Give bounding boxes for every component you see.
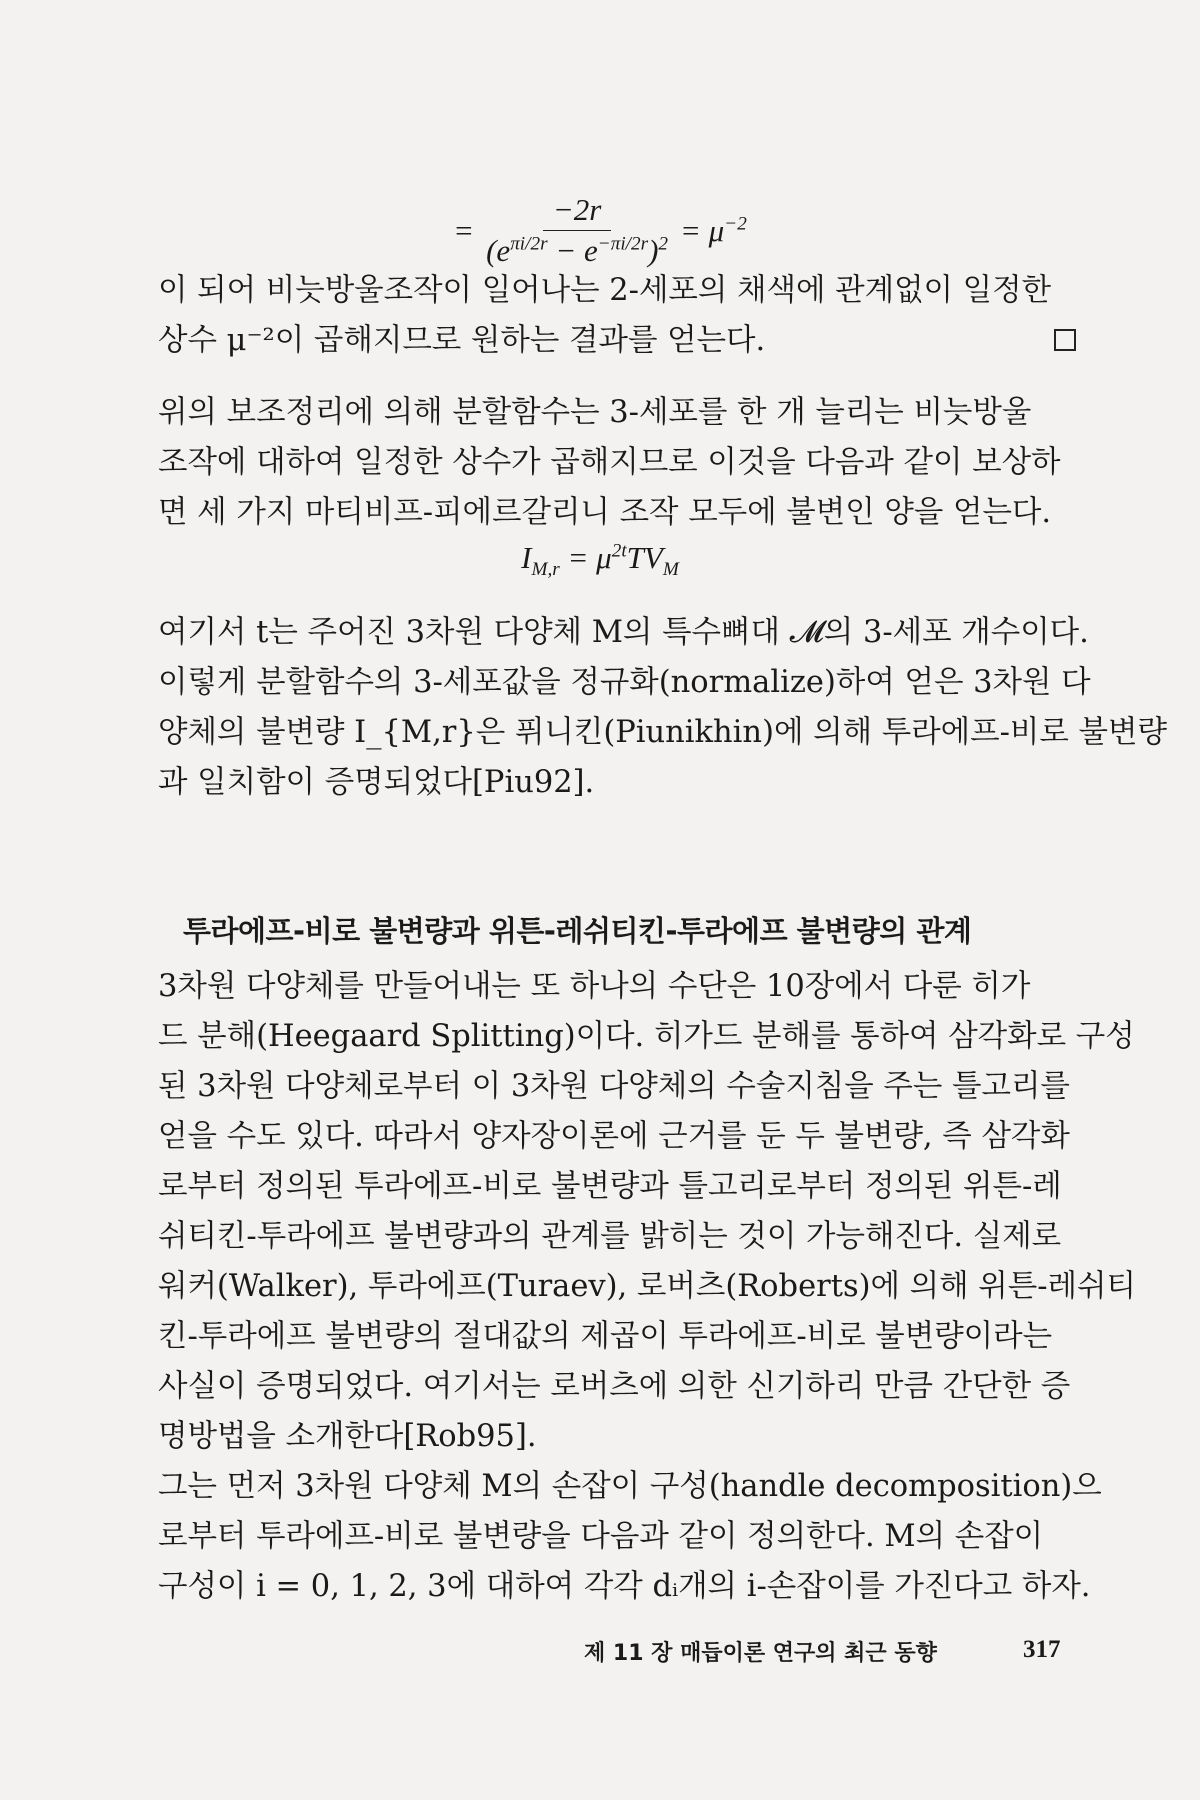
text-line: 로부터 정의된 투라에프-비로 불변량과 틀고리로부터 정의된 위튼-레 bbox=[158, 1169, 1062, 1204]
text-line: 면 세 가지 마티비프-피에르갈리니 조작 모두에 불변인 양을 얻는다. bbox=[158, 495, 1052, 530]
eq-fraction bbox=[480, 192, 674, 269]
text-line: 그는 먼저 3차원 다양체 M의 손잡이 구성(handle decomposition)으 bbox=[158, 1469, 1102, 1504]
text-line: 킨-투라에프 불변량의 절대값의 제곱이 투라에프-비로 불변량이라는 bbox=[158, 1319, 1053, 1354]
eq-numerator: −2r bbox=[543, 192, 611, 231]
page-number: 317 bbox=[1023, 1636, 1061, 1663]
text-line: 얻을 수도 있다. 따라서 양자장이론에 근거를 둔 두 불변량, 즉 삼각화 bbox=[158, 1119, 1070, 1154]
equation-mu-inverse-square bbox=[0, 192, 1200, 269]
text-line: 이 되어 비늣방울조작이 일어나는 2-세포의 채색에 관계없이 일정한 bbox=[158, 273, 1052, 308]
section-heading: 투라에프-비로 불변량과 위튼-레쉬티킨-투라에프 불변량의 관계 bbox=[183, 914, 972, 948]
text-line: 드 분해(Heegaard Splitting)이다. 히가드 분해를 통하여 삼각화로 구성 bbox=[158, 1019, 1135, 1054]
text-line: 상수 μ⁻²이 곱해지므로 원하는 결과를 얻는다. bbox=[158, 323, 766, 358]
text-line: 위의 보조정리에 의해 분할함수는 3-세포를 한 개 늘리는 비늣방울 bbox=[158, 395, 1032, 430]
paragraph-4 bbox=[158, 962, 1136, 1462]
text-line: 사실이 증명되었다. 여기서는 로버츠에 의한 신기하리 만큼 간단한 증 bbox=[158, 1369, 1071, 1404]
text-line: 쉬티킨-투라에프 불변량과의 관계를 밝히는 것이 가능해진다. 실제로 bbox=[158, 1219, 1062, 1254]
paragraph-2 bbox=[158, 388, 1078, 538]
paragraph-3 bbox=[158, 608, 1167, 808]
eq-rhs: = $\mu^{-2}$ bbox=[680, 212, 747, 248]
text-line: 여기서 t는 주어진 3차원 다양체 M의 특수뼈대 𝓜의 3-세포 개수이다. bbox=[158, 615, 1089, 650]
equation-invariant: $I_{M,r} = \mu^{2t}TV_M$ bbox=[521, 540, 679, 581]
text-line: 3차원 다양체를 만들어내는 또 하나의 수단은 10장에서 다룬 히가 bbox=[158, 969, 1031, 1004]
eq-denominator: $(e^{\pi i/2r} - e^{-\pi i/2r})^2$ bbox=[486, 233, 669, 268]
text-line: 양체의 불변량 I_{M,r}은 퓌니킨(Piunikhin)에 의해 투라에프-비로 불변량 bbox=[158, 715, 1167, 750]
text-line: 과 일치함이 증명되었다[Piu92]. bbox=[158, 765, 595, 800]
text-line: 된 3차원 다양체로부터 이 3차원 다양체의 수술지침을 주는 틀고리를 bbox=[158, 1069, 1070, 1104]
eq-lhs: = bbox=[453, 212, 475, 248]
paragraph-1 bbox=[158, 266, 1078, 366]
text-line: 이렇게 분할함수의 3-세포값을 정규화(normalize)하여 얻은 3차원 다 bbox=[158, 665, 1091, 700]
running-footer-chapter: 제 11 장 매듭이론 연구의 최근 동향 bbox=[584, 1641, 937, 1666]
text-line: 구성이 i = 0, 1, 2, 3에 대하여 각각 dᵢ개의 i-손잡이를 가진다고 하자. bbox=[158, 1569, 1091, 1604]
text-line: 로부터 투라에프-비로 불변량을 다음과 같이 정의한다. M의 손잡이 bbox=[158, 1519, 1044, 1554]
paragraph-5 bbox=[158, 1462, 1102, 1612]
text-line: 명방법을 소개한다[Rob95]. bbox=[158, 1419, 537, 1454]
qed-square-icon bbox=[1054, 329, 1076, 351]
text-line: 조작에 대하여 일정한 상수가 곱해지므로 이것을 다음과 같이 보상하 bbox=[158, 445, 1061, 480]
text-line: 워커(Walker), 투라에프(Turaev), 로버츠(Roberts)에 의해 위튼-레쉬티 bbox=[158, 1269, 1136, 1304]
